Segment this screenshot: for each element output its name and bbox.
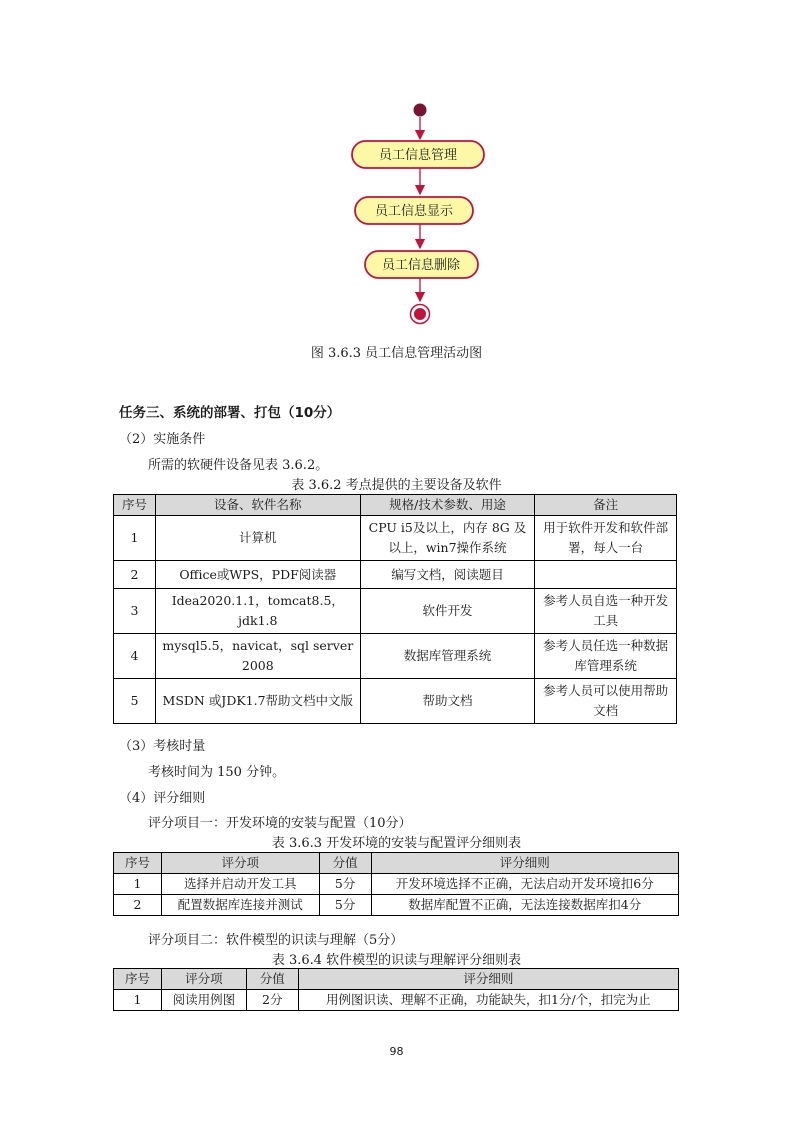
activity-node-label: 员工信息管理	[378, 148, 458, 163]
task-heading: 任务三、系统的部署、打包（10分）	[119, 405, 341, 421]
table2-caption: 表 3.6.3 开发环境的安装与配置评分细则表	[271, 836, 522, 851]
table-cell: 参考人员任选一种数据库管理系统	[535, 634, 677, 679]
header-cell: 设备、软件名称	[155, 495, 360, 516]
header-cell: 序号	[114, 853, 162, 874]
scoring-heading: （4）评分细则	[119, 791, 206, 806]
time-heading: （3）考核时量	[119, 739, 206, 754]
header-cell: 评分项	[161, 853, 319, 874]
table-cell: 1	[114, 516, 156, 561]
table-cell: CPU i5及以上，内存 8G 及以上，win7操作系统	[360, 516, 535, 561]
table-cell: 数据库配置不正确，无法连接数据库扣4分	[371, 895, 678, 916]
start-node	[414, 104, 427, 117]
scoring-item-2: 评分项目二：软件模型的识读与理解（5分）	[148, 933, 404, 948]
activity-node-label: 员工信息删除	[381, 258, 461, 273]
model-scoring-table	[113, 968, 679, 1011]
header-cell: 序号	[114, 969, 162, 990]
table3-caption: 表 3.6.4 软件模型的识读与理解评分细则表	[271, 953, 522, 968]
table-cell: MSDN 或JDK1.7帮助文档中文版	[155, 679, 360, 724]
figure-caption: 图 3.6.3 员工信息管理活动图	[310, 346, 483, 361]
table-cell: 选择并启动开发工具	[161, 874, 319, 895]
activity-diagram	[0, 0, 793, 335]
header-cell: 序号	[114, 495, 156, 516]
table-row	[114, 990, 679, 1011]
table-cell: 帮助文档	[360, 679, 535, 724]
header-cell: 规格/技术参数、用途	[360, 495, 535, 516]
table-cell: 用例图识读、理解不正确，功能缺失，扣1分/个，扣完为止	[298, 990, 678, 1011]
table-cell: 计算机	[155, 516, 360, 561]
equipment-table	[113, 494, 677, 724]
end-node-inner	[414, 308, 426, 320]
scoring-item-1: 评分项目一：开发环境的安装与配置（10分）	[148, 816, 412, 831]
table-cell	[535, 561, 677, 589]
table-cell: 4	[114, 634, 156, 679]
table-row	[114, 516, 677, 561]
header-cell: 分值	[246, 969, 298, 990]
table-row	[114, 895, 679, 916]
conditions-heading: （2）实施条件	[119, 432, 206, 447]
conditions-text: 所需的软硬件设备见表 3.6.2。	[148, 458, 329, 473]
table-header-row	[114, 969, 679, 990]
table-cell: 2	[114, 561, 156, 589]
header-cell: 评分细则	[371, 853, 678, 874]
table-row	[114, 634, 677, 679]
header-cell: 评分项	[161, 969, 246, 990]
activity-node-label: 员工信息显示	[374, 204, 454, 219]
table1-caption: 表 3.6.2 考点提供的主要设备及软件	[291, 478, 502, 493]
table-cell: 参考人员自选一种开发工具	[535, 589, 677, 634]
table-cell: 阅读用例图	[161, 990, 246, 1011]
table-row	[114, 561, 677, 589]
time-text: 考核时间为 150 分钟。	[148, 765, 286, 780]
table-cell: mysql5.5，navicat，sql server 2008	[155, 634, 360, 679]
page-number: 98	[389, 1045, 404, 1058]
table-cell: 5	[114, 679, 156, 724]
table-cell: 软件开发	[360, 589, 535, 634]
table-cell: 5分	[319, 895, 371, 916]
table-row	[114, 874, 679, 895]
table-cell: 1	[114, 874, 162, 895]
table-cell: 用于软件开发和软件部署，每人一台	[535, 516, 677, 561]
table-cell: 3	[114, 589, 156, 634]
table-row	[114, 679, 677, 724]
table-cell: 参考人员可以使用帮助文档	[535, 679, 677, 724]
table-cell: 1	[114, 990, 162, 1011]
table-cell: 开发环境选择不正确，无法启动开发环境扣6分	[371, 874, 678, 895]
table-cell: 配置数据库连接并测试	[161, 895, 319, 916]
table-header-row	[114, 495, 677, 516]
header-cell: 备注	[535, 495, 677, 516]
table-cell: 2	[114, 895, 162, 916]
table-row	[114, 589, 677, 634]
table-cell: Idea2020.1.1，tomcat8.5，jdk1.8	[155, 589, 360, 634]
header-cell: 分值	[319, 853, 371, 874]
table-cell: 数据库管理系统	[360, 634, 535, 679]
table-cell: 5分	[319, 874, 371, 895]
environment-scoring-table	[113, 852, 679, 916]
table-cell: 2分	[246, 990, 298, 1011]
header-cell: 评分细则	[298, 969, 678, 990]
table-cell: 编写文档，阅读题目	[360, 561, 535, 589]
table-header-row	[114, 853, 679, 874]
table-cell: Office或WPS，PDF阅读器	[155, 561, 360, 589]
